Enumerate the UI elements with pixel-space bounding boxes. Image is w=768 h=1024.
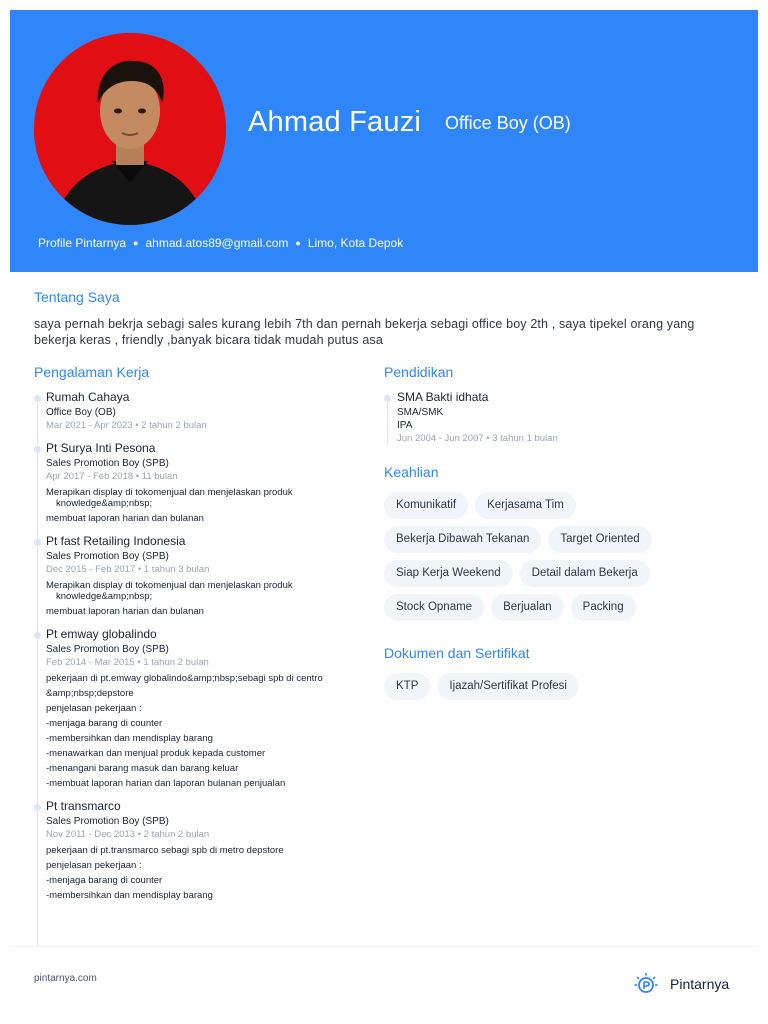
job-role: Sales Promotion Boy (SPB) (46, 551, 169, 562)
skills-list (384, 492, 684, 628)
job-desc-line: penjelasan pekerjaan : (46, 703, 142, 714)
education-major: IPA (397, 420, 413, 431)
job-role: Sales Promotion Boy (SPB) (46, 644, 169, 655)
job-desc-line: pekerjaan di pt.emway globalindo&amp;nbsp;sebagi spb di centro (46, 673, 323, 684)
skill-chip: Packing (571, 594, 636, 621)
profile-role: Office Boy (OB) (445, 113, 571, 133)
skill-chip: Kerjasama Tim (475, 492, 576, 519)
education-title: Pendidikan (384, 364, 454, 380)
skill-chip: Komunikatif (384, 492, 468, 519)
person-photo-icon (34, 33, 226, 225)
contact-bar (38, 236, 403, 250)
job-description (46, 845, 334, 901)
separator-dot: ● (133, 238, 139, 248)
job-item (34, 534, 334, 617)
skill-chip: Berjualan (491, 594, 564, 621)
profile-header (10, 10, 758, 272)
job-desc-line: membuat laporan harian dan bulanan (46, 606, 204, 617)
footer-divider (10, 946, 758, 947)
education-date: Jun 2004 - Jun 2007 • 3 tahun 1 bulan (397, 433, 558, 444)
lightbulb-logo-icon (632, 970, 660, 998)
job-desc-line: Merapikan display di tokomenjual dan menjelaskan produk knowledge&amp;nbsp; (46, 487, 293, 509)
education-item (384, 390, 724, 444)
education-level: SMA/SMK (397, 407, 444, 418)
job-date: Mar 2021 - Apr 2023 • 2 tahun 2 bulan (46, 420, 207, 431)
job-desc-line: -menjaga barang di counter (46, 875, 163, 886)
about-text: saya pernah bekrja sebagi sales kurang lebih 7th dan pernah bekerja sebagi office boy 2th , saya tipekel orang yang bekerja keras , friendly ,banyak bicara tidak mudah putus asa (34, 317, 695, 347)
profile-name: Ahmad Fauzi (248, 106, 422, 138)
separator-dot: ● (295, 238, 301, 248)
email-link[interactable]: ahmad.atos89@gmail.com (145, 236, 289, 250)
profile-link[interactable]: Profile Pintarnya (38, 236, 127, 250)
job-desc-line: -membuat laporan harian dan laporan bulanan penjualan (46, 778, 286, 789)
job-desc-line: -menjaga barang di counter (46, 718, 163, 729)
job-company: Pt transmarco (46, 799, 121, 813)
job-company: Pt emway globalindo (46, 627, 157, 641)
footer-site[interactable]: pintarnya.com (34, 973, 97, 984)
profile-photo (34, 33, 226, 225)
skill-chip: Detail dalam Bekerja (520, 560, 650, 587)
job-date: Feb 2014 - Mar 2015 • 1 tahun 2 bulan (46, 657, 209, 668)
job-date: Dec 2015 - Feb 2017 • 1 tahun 3 bulan (46, 564, 210, 575)
skill-chip: Stock Opname (384, 594, 484, 621)
job-description (46, 580, 334, 617)
footer-logo (632, 970, 729, 998)
job-desc-line: &amp;nbsp;depstore (46, 688, 134, 699)
job-item (34, 441, 334, 524)
job-date: Apr 2017 - Feb 2018 • 11 bulan (46, 471, 178, 482)
job-desc-line: -membersihkan dan mendisplay barang (46, 733, 213, 744)
about-title: Tentang Saya (34, 289, 120, 305)
job-description (46, 673, 334, 789)
documents-title: Dokumen dan Sertifikat (384, 645, 530, 661)
job-desc-line: Merapikan display di tokomenjual dan menjelaskan produk knowledge&amp;nbsp; (46, 580, 293, 602)
document-chip: KTP (384, 673, 430, 700)
job-date: Nov 2011 - Dec 2013 • 2 tahun 2 bulan (46, 829, 210, 840)
job-company: Rumah Cahaya (46, 390, 130, 404)
job-desc-line: pekerjaan di pt.transmarco sebagi spb di metro depstore (46, 845, 284, 856)
documents-list (384, 673, 684, 707)
experience-title: Pengalaman Kerja (34, 364, 150, 380)
job-role: Office Boy (OB) (46, 407, 116, 418)
job-item (34, 799, 334, 901)
job-description (46, 487, 334, 524)
document-chip: Ijazah/Sertifikat Profesi (437, 673, 579, 700)
job-desc-line: membuat laporan harian dan bulanan (46, 513, 204, 524)
skill-chip: Bekerja Dibawah Tekanan (384, 526, 541, 553)
job-company: Pt fast Retailing Indonesia (46, 534, 186, 548)
job-item (34, 627, 334, 789)
job-role: Sales Promotion Boy (SPB) (46, 816, 169, 827)
job-desc-line: -menangani barang masuk dan barang keluar (46, 763, 239, 774)
skills-title: Keahlian (384, 464, 439, 480)
footer-brand: Pintarnya (670, 976, 730, 992)
job-role: Sales Promotion Boy (SPB) (46, 458, 169, 469)
skill-chip: Target Oriented (548, 526, 651, 553)
job-item (34, 390, 334, 431)
job-desc-line: penjelasan pekerjaan : (46, 860, 142, 871)
location-text: Limo, Kota Depok (307, 236, 404, 250)
job-desc-line: -menawarkan dan menjual produk kepada customer (46, 748, 266, 759)
skill-chip: Siap Kerja Weekend (384, 560, 513, 587)
job-desc-line: -membersihkan dan mendisplay barang (46, 890, 213, 901)
job-company: Pt Surya Inti Pesona (46, 441, 156, 455)
experience-list (34, 390, 334, 946)
education-school: SMA Bakti idhata (397, 390, 489, 404)
